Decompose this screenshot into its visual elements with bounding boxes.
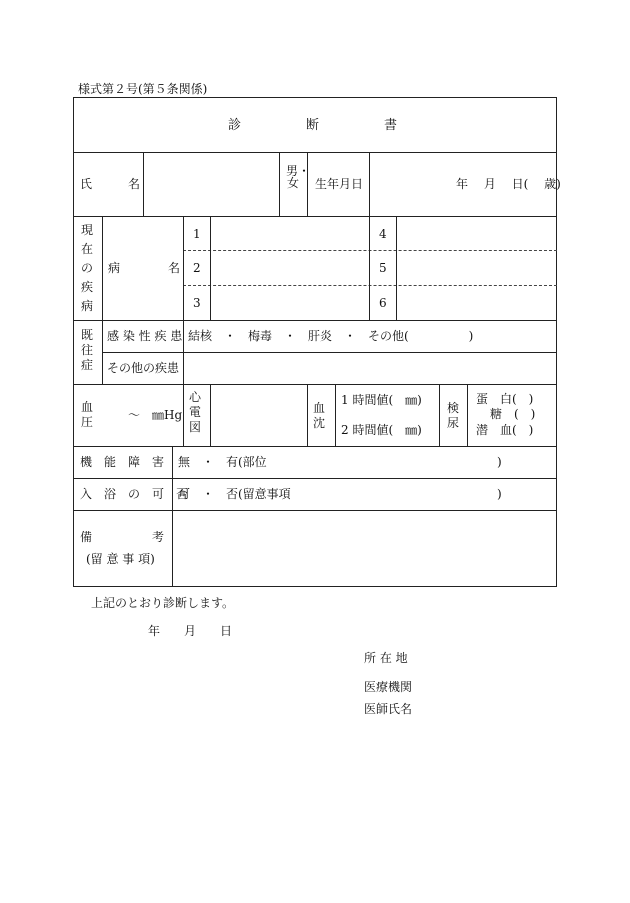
divider	[73, 320, 557, 321]
divider	[307, 152, 308, 216]
esr-label: 血沈	[312, 401, 325, 430]
divider	[210, 216, 211, 320]
remarks-label: 備 考	[80, 530, 165, 544]
divider	[335, 384, 336, 446]
divider	[183, 285, 557, 286]
past-illness-label: 既往症	[80, 328, 93, 372]
urine-protein: 蛋 白( )	[476, 392, 534, 406]
bathing-close: )	[497, 487, 502, 501]
divider	[73, 152, 557, 153]
institution-label: 医療機関	[364, 680, 413, 694]
divider	[102, 352, 557, 353]
function-impairment-label: 機 能 障 害	[80, 455, 165, 469]
divider	[369, 216, 370, 320]
divider	[73, 478, 557, 479]
divider	[183, 320, 184, 384]
divider	[73, 446, 557, 447]
sex-label: 男・女	[286, 164, 311, 190]
disease-item-5: 5	[379, 261, 387, 275]
disease-item-6: 6	[379, 296, 387, 310]
disease-item-1: 1	[193, 227, 201, 241]
divider	[439, 384, 440, 446]
disease-item-4: 4	[379, 227, 387, 241]
divider	[73, 384, 557, 385]
function-impairment-value: 無 ・ 有(部位	[178, 455, 267, 469]
divider	[210, 384, 211, 446]
esr-2h: 2 時間値( ㎜)	[341, 423, 422, 437]
infectious-disease-options: 結核 ・ 梅毒 ・ 肝炎 ・ その他( )	[188, 329, 474, 343]
page-title: 診 断 書	[228, 118, 398, 133]
statement-text: 上記のとおり診断します。	[91, 596, 235, 610]
urine-occult-blood: 潜 血( )	[476, 423, 534, 437]
birth-date-label: 生年月日	[315, 177, 364, 191]
divider	[73, 510, 557, 511]
bathing-label: 入 浴 の 可 否	[80, 487, 189, 501]
divider	[183, 384, 184, 446]
disease-item-2: 2	[193, 261, 201, 275]
remarks-sub-label: (留 意 事 項)	[86, 552, 155, 566]
disease-name-label: 病 名	[108, 261, 181, 275]
name-label: 氏 名	[80, 177, 141, 191]
divider	[73, 216, 557, 217]
divider	[183, 216, 184, 320]
doctor-name-label: 医師氏名	[364, 702, 413, 716]
divider	[307, 384, 308, 446]
form-number: 様式第２号(第５条関係)	[78, 82, 208, 96]
urine-test-label: 検尿	[446, 401, 459, 430]
function-impairment-close: )	[497, 455, 502, 469]
ecg-label: 心電図	[188, 390, 201, 434]
disease-item-3: 3	[193, 296, 201, 310]
infectious-disease-label: 感 染 性 疾 患	[107, 329, 183, 343]
blood-pressure-label: 血圧	[80, 400, 93, 429]
current-disease-label: 現在の疾病	[80, 223, 93, 313]
date-line: 年 月 日	[148, 624, 233, 638]
other-disease-label: その他の疾患	[107, 361, 180, 375]
divider	[172, 446, 173, 587]
esr-1h: 1 時間値( ㎜)	[341, 393, 422, 407]
divider	[396, 216, 397, 320]
divider	[279, 152, 280, 216]
divider	[467, 384, 468, 446]
divider	[369, 152, 370, 216]
divider	[183, 250, 557, 251]
divider	[143, 152, 144, 216]
urine-sugar: 糖 ( )	[490, 407, 536, 421]
birth-date-value: 年 月 日( 歳)	[456, 177, 561, 191]
divider	[102, 216, 103, 384]
address-label: 所 在 地	[364, 651, 408, 665]
bathing-value: 可 ・ 否(留意事項	[178, 487, 291, 501]
blood-pressure-value: 〜 ㎜Hg	[128, 408, 183, 422]
